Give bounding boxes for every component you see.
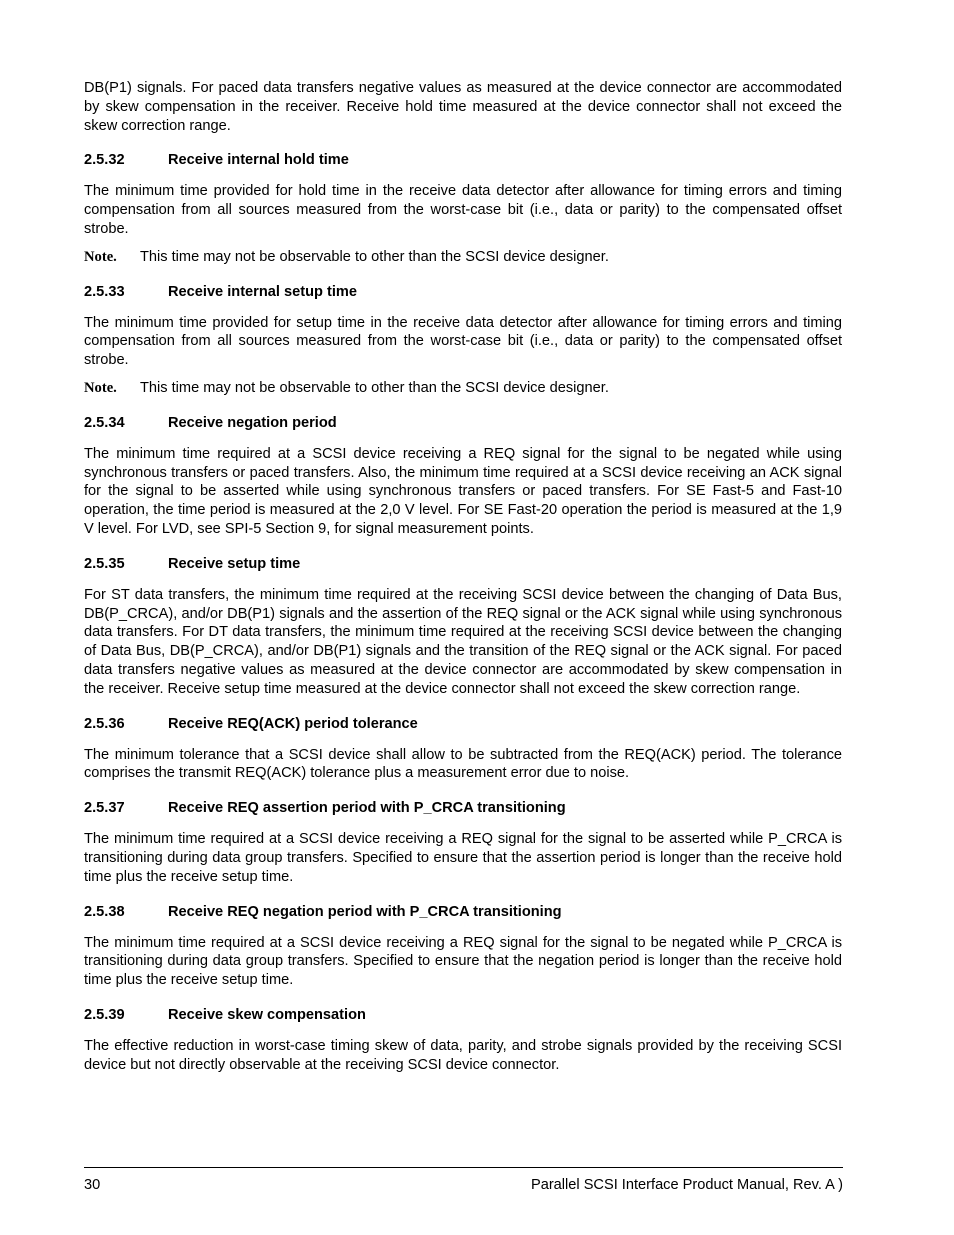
section-heading <box>84 715 842 733</box>
section-number: 2.5.39 <box>84 1006 125 1023</box>
section-body: The effective reduction in worst-case timing skew of data, parity, and strobe signals provided by the receiving SCSI device but not directly observable at the receiving SCSI device connector. <box>84 1037 842 1073</box>
section-2-5-39 <box>84 1006 842 1075</box>
section-2-5-36 <box>84 715 842 784</box>
section-body: The minimum time required at a SCSI device receiving a REQ signal for the signal to be asserted while P_CRCA is transitioning during data group transfers. Specified to ensure that the assertion period is longer than the receive hold time plus the receive setup time. <box>84 831 842 885</box>
section-body: The minimum time required at a SCSI device receiving a REQ signal for the signal to be negated while using synchronous transfers or paced transfers. Also, the minimum time required at a SCSI device receiving an ACK signal for the signal to be asserted while using synchronous transfers or paced transfers. For SE Fast-5 and Fast-10 operation, the time period is measured at the 2,0 V level. For SE Fast-20 operation the period is measured at the 1,9 V level. For LVD, see SPI-5 Section 9, for signal measurement points. <box>84 445 842 537</box>
section-number: 2.5.34 <box>84 414 125 431</box>
section-heading <box>84 555 842 573</box>
section-title: Receive internal setup time <box>168 283 357 300</box>
section-number: 2.5.32 <box>84 152 125 169</box>
manual-title: Parallel SCSI Interface Product Manual, Rev. A ) <box>530 1177 843 1193</box>
footer-divider <box>84 1167 843 1168</box>
section-body: The minimum tolerance that a SCSI device shall allow to be subtracted from the REQ(ACK) period. The tolerance comprises the transmit REQ(ACK) tolerance plus a measurement error due to noise. <box>84 746 842 782</box>
note-label: Note. <box>84 248 117 265</box>
note-label: Note. <box>84 379 117 396</box>
section-body: The minimum time provided for setup time in the receive data detector after allowance for timing errors and timing compensation from all sources measured from the worst-case bit (i.e., data or parity) to the compensated offset strobe. <box>84 314 842 369</box>
section-2-5-38 <box>84 903 842 990</box>
section-number: 2.5.36 <box>84 715 125 732</box>
section-heading <box>84 799 842 817</box>
intro-paragraph: DB(P1) signals. For paced data transfers negative values as measured at the device connector are accommodated by skew compensation in the receiver. Receive hold time measured at the device connector shall not exceed the skew correction range. <box>84 80 842 134</box>
page-content <box>84 79 842 1075</box>
section-heading <box>84 283 842 301</box>
section-title: Receive negation period <box>168 414 337 431</box>
section-number: 2.5.37 <box>84 800 125 817</box>
section-2-5-32 <box>84 151 842 266</box>
section-heading <box>84 1006 842 1024</box>
section-title: Receive REQ(ACK) period tolerance <box>168 715 418 732</box>
section-body: The minimum time required at a SCSI device receiving a REQ signal for the signal to be negated while P_CRCA is transitioning during data group transfers. Specified to ensure that the negation period is longer than the receive hold time plus the receive setup time. <box>84 934 842 989</box>
section-body: The minimum time provided for hold time in the receive data detector after allowance for timing errors and timing compensation from all sources measured from the worst-case bit (i.e., data or parity) to the compensated offset strobe. <box>84 183 842 237</box>
section-number: 2.5.35 <box>84 555 125 572</box>
section-title: Receive skew compensation <box>168 1006 366 1023</box>
section-heading <box>84 414 842 432</box>
page-footer <box>84 1176 843 1194</box>
section-title: Receive internal hold time <box>168 152 349 169</box>
section-2-5-37 <box>84 799 842 886</box>
section-number: 2.5.33 <box>84 283 125 300</box>
section-title: Receive REQ negation period with P_CRCA transitioning <box>168 903 562 920</box>
note-text: This time may not be observable to other than the SCSI device designer. <box>140 379 609 396</box>
section-body: For ST data transfers, the minimum time required at the receiving SCSI device between the changing of Data Bus, DB(P_CRCA), and/or DB(P1) signals and the assertion of the REQ signal or the ACK signal while using synchronous data transfers. For DT data transfers, the minimum time required at the receiving SCSI device between the changing of Data Bus, DB(P_CRCA), and/or DB(P1) signals and the transition of the REQ signal or the ACK signal. For paced data transfers negative values as measured at the device connector are accommodated by skew compensation in the receiver. Receive setup time measured at the device connector shall not exceed the skew correction range. <box>84 586 842 697</box>
section-title: Receive REQ assertion period with P_CRCA transitioning <box>168 800 566 817</box>
section-heading <box>84 151 842 169</box>
section-2-5-34 <box>84 414 842 539</box>
section-2-5-33 <box>84 283 842 398</box>
note <box>84 248 842 267</box>
section-title: Receive setup time <box>168 555 301 572</box>
page-number: 30 <box>84 1177 101 1193</box>
section-2-5-35 <box>84 555 842 699</box>
note <box>84 379 842 398</box>
section-number: 2.5.38 <box>84 903 125 920</box>
note-text: This time may not be observable to other than the SCSI device designer. <box>140 248 609 265</box>
section-heading <box>84 903 842 921</box>
